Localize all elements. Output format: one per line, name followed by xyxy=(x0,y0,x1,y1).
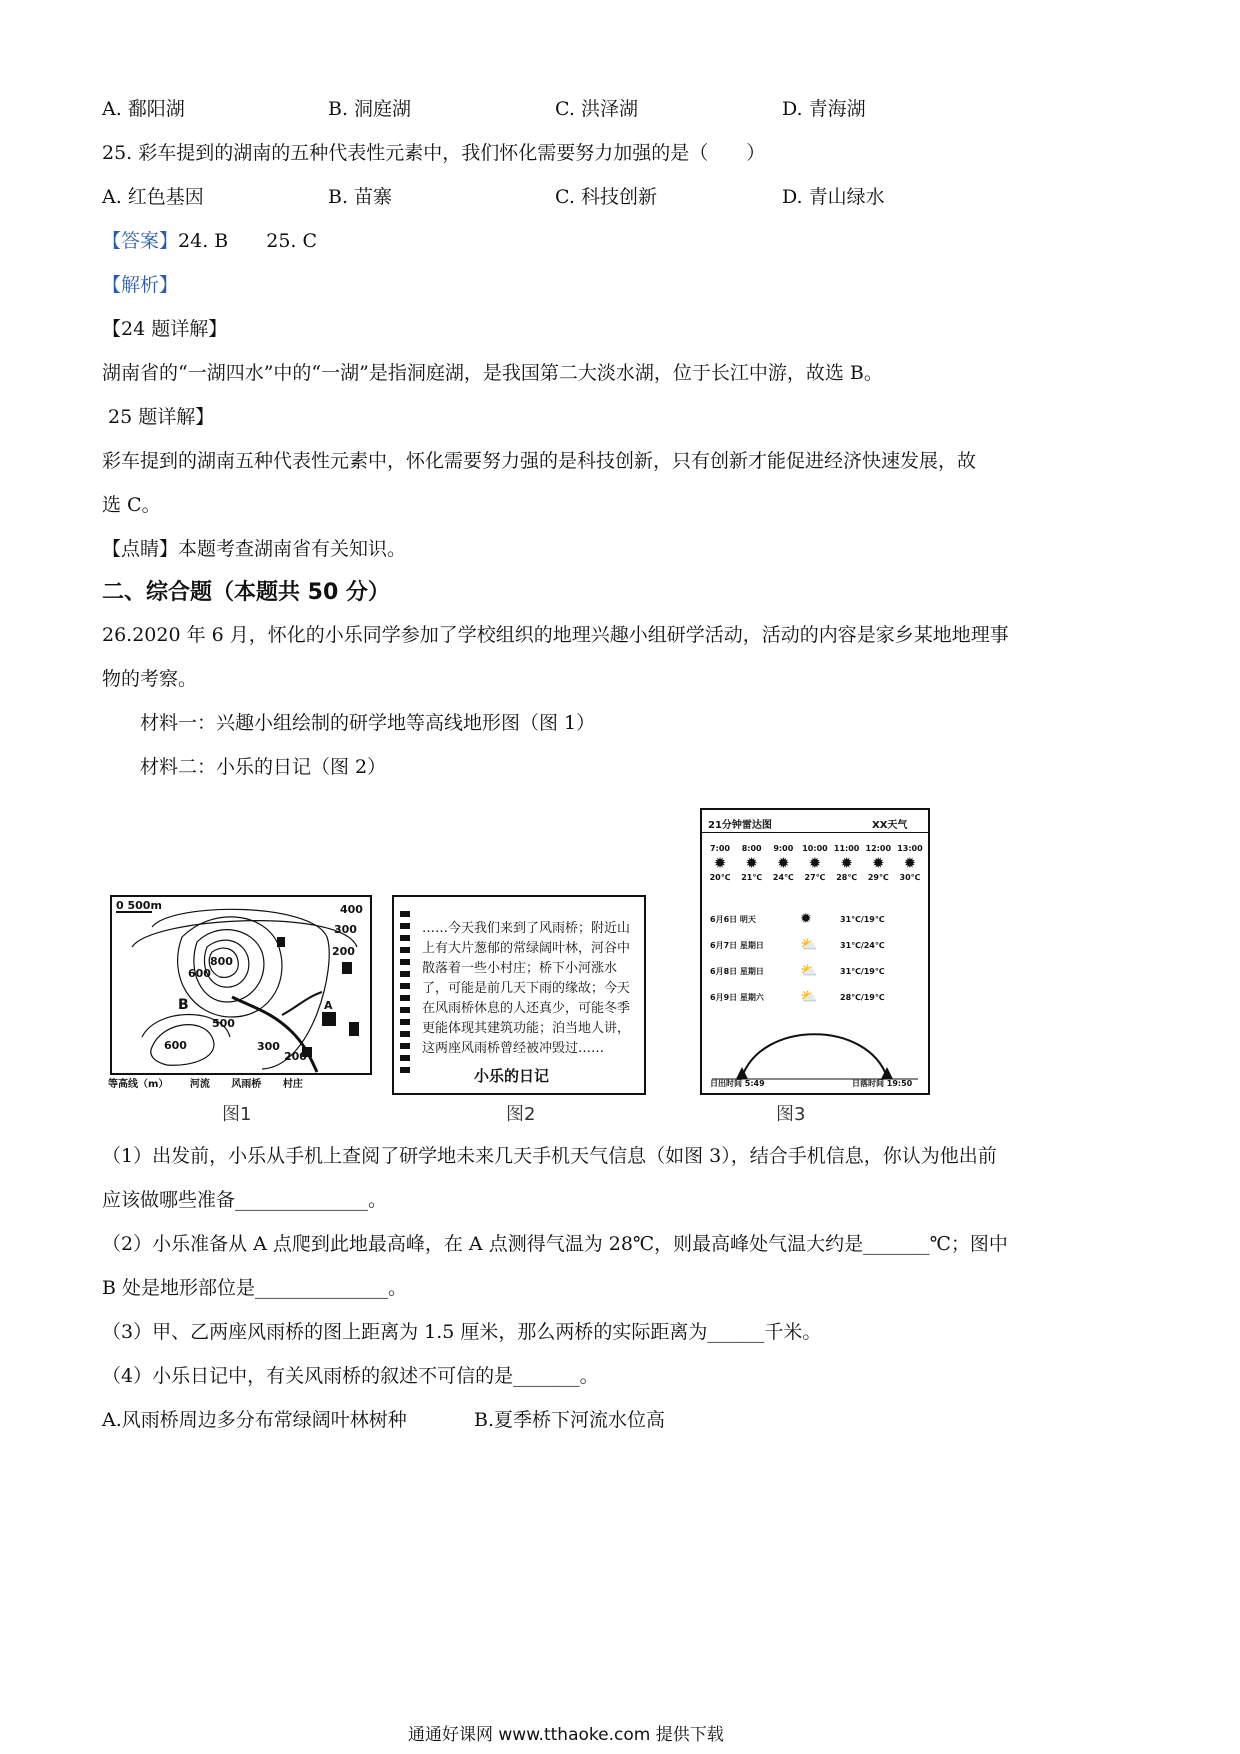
cloud-sun-icon: ⛅ xyxy=(800,963,818,979)
sun-path-arc xyxy=(742,1034,887,1077)
hour-temp: 29℃ xyxy=(867,873,889,882)
q25-detail-text-1: 彩车提到的湖南五种代表性元素中，怀化需要努力强的是科技创新，只有创新才能促进经济快速发展，故 xyxy=(102,450,977,472)
contour-label: 600 xyxy=(164,1039,187,1052)
point-a-label: A xyxy=(324,999,333,1012)
legend-contour: 等高线（m） xyxy=(108,1079,169,1090)
legend-village: 村庄 xyxy=(282,1079,303,1090)
hour-label: 8:00 xyxy=(741,844,762,853)
hour-label: 12:00 xyxy=(865,844,892,853)
figure-3-weather-app xyxy=(700,808,930,1095)
hourly-cell xyxy=(801,844,829,882)
village-icon xyxy=(322,1012,336,1026)
hourly-cell xyxy=(896,844,924,882)
contour-label: 500 xyxy=(212,1017,235,1030)
sun-icon: ✹ xyxy=(871,854,885,872)
cloud-sun-icon: ⛅ xyxy=(800,989,818,1005)
sub4: （4）小乐日记中，有关风雨桥的叙述不可信的是_______。 xyxy=(102,1365,599,1387)
sun-icon: ✹ xyxy=(745,854,758,872)
hour-temp: 30℃ xyxy=(899,873,921,882)
contour-label: 200 xyxy=(284,1050,307,1063)
hourly-cell xyxy=(706,844,734,882)
hour-temp: 27℃ xyxy=(804,873,826,882)
cloud-sun-icon: ⛅ xyxy=(800,937,818,953)
hour-label: 9:00 xyxy=(773,844,794,853)
q25-option-b: B. 苗寨 xyxy=(328,186,393,208)
q24-detail-text: 湖南省的“一湖四水”中的“一湖”是指洞庭湖，是我国第二大淡水湖，位于长江中游，故选 B。 xyxy=(102,362,883,384)
contour-label: 600 xyxy=(188,967,211,980)
q24-option-d: D. 青海湖 xyxy=(782,98,866,120)
q24-option-a: A. 鄱阳湖 xyxy=(102,98,185,120)
q26-intro-1: 26.2020 年 6 月，怀化的小乐同学参加了学校组织的地理兴趣小组研学活动，活动的内容是家乡某地地理事 xyxy=(102,624,1009,646)
village-icon xyxy=(342,962,352,974)
sun-icon: ✹ xyxy=(808,854,822,872)
sub1-line-1: （1）出发前，小乐从手机上查阅了研学地未来几天手机天气信息（如图 3），结合手机信息，你认为他出前 xyxy=(102,1145,997,1167)
hour-temp: 24℃ xyxy=(772,873,794,882)
hour-label: 11:00 xyxy=(833,844,860,853)
contour-label: 300 xyxy=(334,923,357,936)
fig3-caption: 图3 xyxy=(776,1104,806,1125)
hourly-cell xyxy=(864,844,892,882)
forecast-date: 6月8日 星期日 xyxy=(710,966,764,976)
peak-label: 800 xyxy=(210,955,233,968)
q25-option-d: D. 青山绿水 xyxy=(782,186,885,208)
village-icon xyxy=(349,1022,359,1036)
sun-icon: ✹ xyxy=(840,854,853,872)
sun-icon: ✹ xyxy=(713,854,727,872)
hour-temp: 21℃ xyxy=(741,873,763,882)
material-2: 材料二：小乐的日记（图 2） xyxy=(140,756,387,778)
analysis-label: 【解析】 xyxy=(102,274,179,296)
forecast-range: 28℃/19℃ xyxy=(840,992,885,1002)
sub3: （3）甲、乙两座风雨桥的图上距离为 1.5 厘米，那么两桥的实际距离为______千米。 xyxy=(102,1321,822,1343)
legend-river: 河流 xyxy=(189,1079,210,1090)
forecast-date: 6月6日 明天 xyxy=(710,914,756,924)
sun-icon: ✹ xyxy=(800,911,812,927)
hour-temp: 28℃ xyxy=(836,873,858,882)
hourly-cell xyxy=(738,844,766,882)
forecast-range: 31℃/24℃ xyxy=(840,940,885,950)
sun-icon: ✹ xyxy=(903,854,917,872)
answer-line xyxy=(102,226,317,253)
hour-label: 10:00 xyxy=(802,844,828,853)
point-note: 【点睛】本题考查湖南省有关知识。 xyxy=(102,538,407,560)
hourly-cell xyxy=(833,844,861,882)
diary-title: 小乐的日记 xyxy=(474,1067,550,1085)
contour-label: 200 xyxy=(332,945,355,958)
fig2-caption: 图2 xyxy=(506,1104,536,1125)
answer-label: 【答案】 xyxy=(102,230,179,252)
hour-label: 7:00 xyxy=(710,844,730,853)
q24-detail-title: 【24 题详解】 xyxy=(102,318,228,340)
diary-text: ……今天我们来到了风雨桥；附近山上有大片葱郁的常绿阔叶林，河谷中散落着一些小村庄；桥下小河涨水了，可能是前几天下雨的缘故；今天在风雨桥休息的人还真少，可能冬季更能体现其建筑功能；泊当地人讲，这两座风雨桥曾经被冲毁过…… xyxy=(422,921,631,1056)
daily-row xyxy=(710,906,920,932)
q25-detail-text-2: 选 C。 xyxy=(102,494,161,516)
forecast-range: 31℃/19℃ xyxy=(840,966,885,976)
fig1-caption: 图1 xyxy=(222,1104,252,1125)
river-branch xyxy=(282,992,322,1015)
q26-intro-2: 物的考察。 xyxy=(102,668,198,690)
daily-row xyxy=(710,984,920,1010)
sub1-line-2: 应该做哪些准备______________。 xyxy=(102,1189,388,1211)
q24-option-b: B. 洞庭湖 xyxy=(328,98,412,120)
sub4-option-b: B.夏季桥下河流水位高 xyxy=(474,1409,666,1431)
hourly-cell xyxy=(769,844,797,882)
forecast-range: 31℃/19℃ xyxy=(840,914,885,924)
q25-detail-title: 25 题详解】 xyxy=(108,406,215,428)
daily-forecast xyxy=(710,906,920,1010)
contour-label: 300 xyxy=(257,1040,280,1053)
legend-bridge: 风雨桥 xyxy=(231,1079,262,1090)
sun-icon: ✹ xyxy=(777,854,790,872)
notebook-binding xyxy=(400,911,410,1076)
village-icon xyxy=(277,937,285,947)
q25-question: 25. 彩车提到的湖南的五种代表性元素中，我们怀化需要努力加强的是（ ） xyxy=(102,142,766,164)
section-title: 二、综合题（本题共 50 分） xyxy=(102,580,390,605)
forecast-date: 6月7日 星期日 xyxy=(710,940,764,950)
sunset-time: 日落时间 19:50 xyxy=(852,1079,913,1088)
contour-label: 400 xyxy=(340,903,363,916)
hour-temp: 20℃ xyxy=(709,873,731,882)
weather-header-left: 21分钟雷达图 xyxy=(708,820,772,831)
fig1-legend xyxy=(108,1075,303,1090)
figure-2-diary xyxy=(392,895,646,1095)
q25-option-a: A. 红色基因 xyxy=(102,186,204,208)
point-b-label: B xyxy=(178,997,189,1013)
footer-text: 通通好课网 www.tthaoke.com 提供下载 xyxy=(408,1725,724,1745)
answer-text: 24. B 25. C xyxy=(178,230,318,252)
contour-map-svg xyxy=(112,897,370,1073)
q25-option-c: C. 科技创新 xyxy=(555,186,657,208)
sub2-line-1: （2）小乐准备从 A 点爬到此地最高峰，在 A 点测得气温为 28℃，则最高峰处气温大约是_______℃；图中 xyxy=(102,1233,1008,1255)
sunrise-time: 日出时间 5:49 xyxy=(710,1079,765,1088)
forecast-date: 6月9日 星期六 xyxy=(710,992,764,1002)
figure-1-contour-map xyxy=(110,895,372,1075)
weather-header-right: XX天气 xyxy=(872,820,908,831)
sub4-option-a: A.风雨桥周边多分布常绿阔叶林树种 xyxy=(102,1409,407,1431)
q24-option-c: C. 洪泽湖 xyxy=(555,98,638,120)
sub2-line-2: B 处是地形部位是______________。 xyxy=(102,1277,408,1299)
daily-row xyxy=(710,958,920,984)
scale-label: 0 500m xyxy=(116,899,162,912)
material-1: 材料一：兴趣小组绘制的研学地等高线地形图（图 1） xyxy=(140,712,596,734)
hourly-forecast xyxy=(706,844,924,882)
hour-label: 13:00 xyxy=(897,844,923,853)
daily-row xyxy=(710,932,920,958)
